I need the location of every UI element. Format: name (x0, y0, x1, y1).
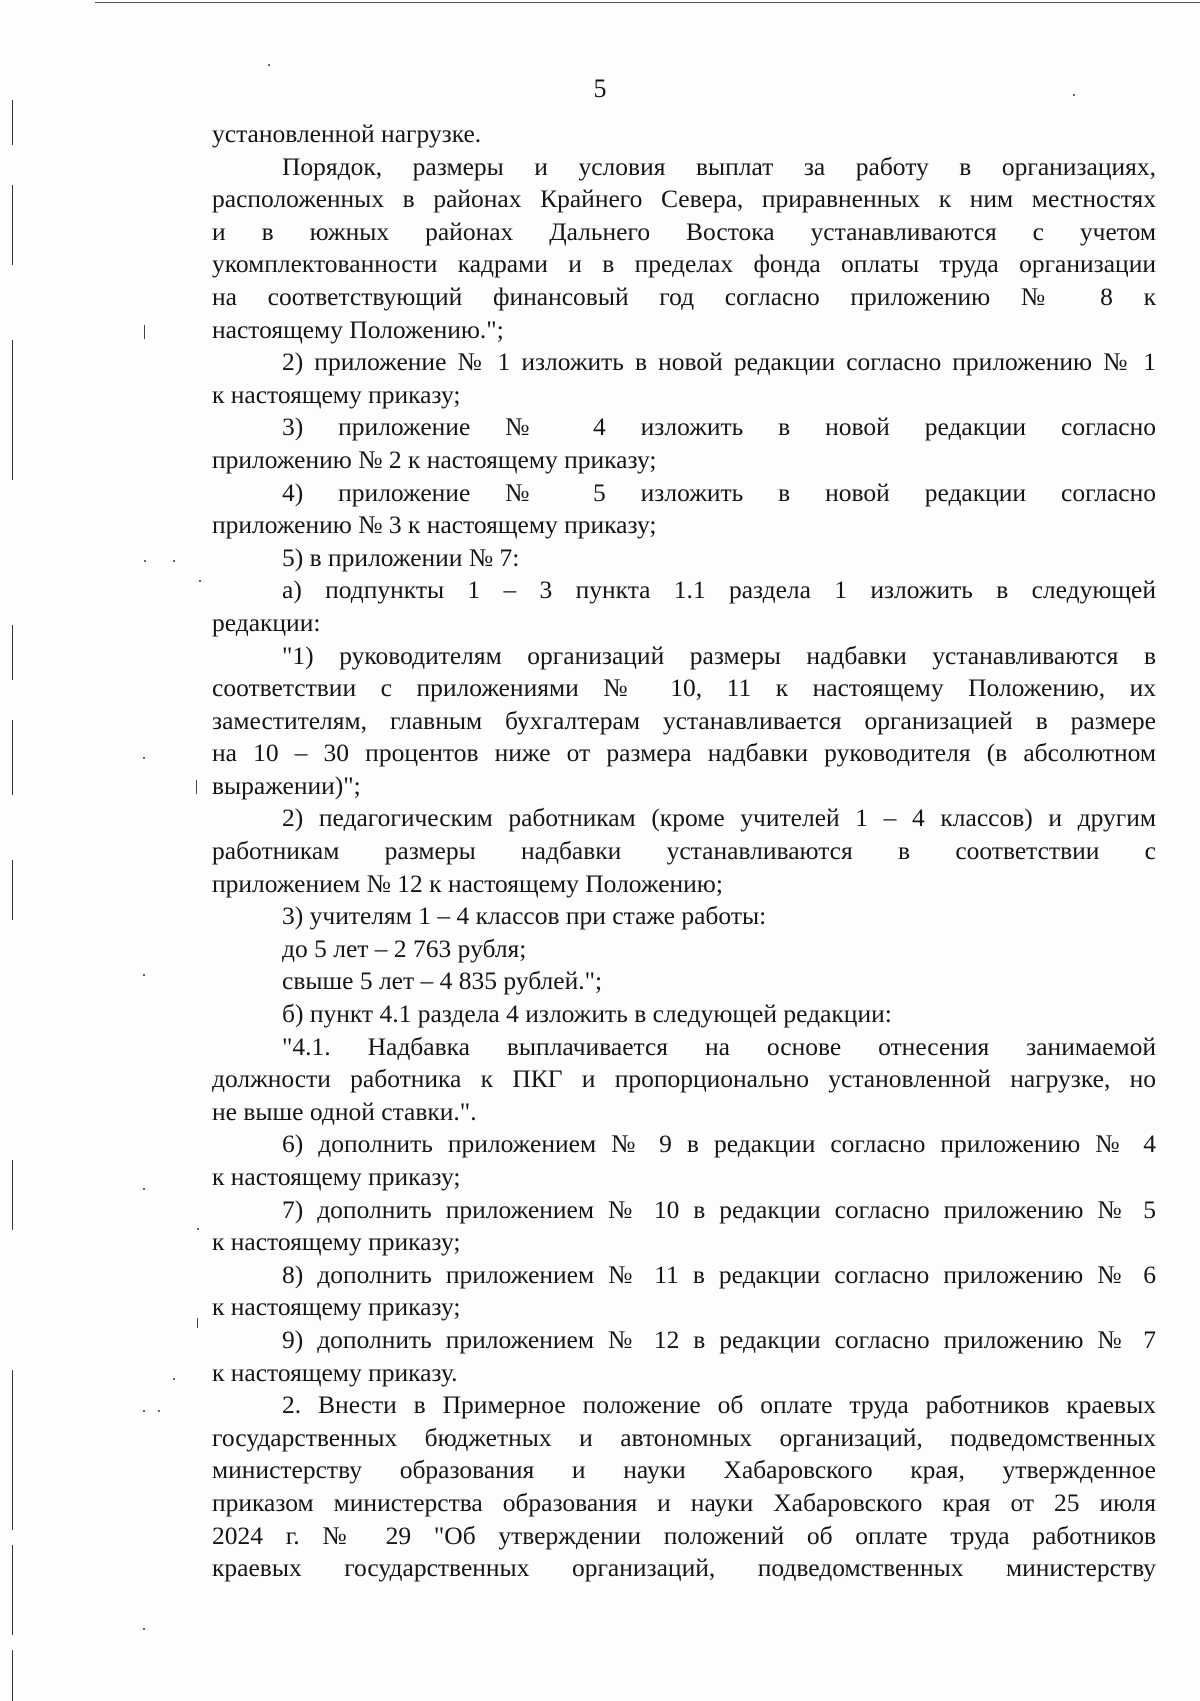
text-line: укомплектованности кадрами и в пределах фонда оплаты труда организации (212, 249, 1156, 279)
document-body (212, 118, 1156, 1585)
scan-speck (173, 1378, 175, 1380)
scan-left-edge (12, 1545, 13, 1635)
scan-mark (196, 780, 197, 794)
page-number: 5 (593, 74, 607, 103)
scan-left-edge (12, 185, 13, 265)
text-line: не выше одной ставки.". (212, 1096, 477, 1126)
scan-mark (144, 325, 145, 339)
text-line: соответствии с приложениями № 10, 11 к настоящему Положению, их (212, 673, 1156, 703)
scan-speck (173, 560, 175, 562)
text-line: 6) дополнить приложением № 9 в редакции согласно приложению № 4 (282, 1129, 1156, 1159)
text-line: к настоящему приказу; (212, 1227, 461, 1257)
scan-left-edge (12, 1160, 13, 1230)
text-line: 4) приложение № 5 изложить в новой редакции согласно (282, 477, 1156, 507)
scan-speck (143, 974, 145, 976)
scan-speck (144, 560, 146, 562)
scan-speck (143, 1410, 145, 1412)
text-line: приложению № 2 к настоящему приказу; (212, 444, 657, 474)
text-line: а) подпункты 1 – 3 пункта 1.1 раздела 1 изложить в следующей (282, 575, 1156, 605)
scan-speck (197, 1228, 199, 1230)
text-line: 2) педагогическим работникам (кроме учителей 1 – 4 классов) и другим (282, 803, 1156, 833)
text-line: 2) приложение № 1 изложить в новой редакции согласно приложению № 1 (282, 347, 1156, 377)
text-line: 8) дополнить приложением № 11 в редакции согласно приложению № 6 (282, 1259, 1156, 1289)
scan-speck (143, 1628, 145, 1630)
text-line: 5) в приложении № 7: (282, 542, 520, 572)
scan-left-edge (12, 1650, 13, 1701)
text-line: до 5 лет – 2 763 рубля; (282, 933, 527, 963)
scan-left-edge (12, 100, 13, 145)
text-line: 3) приложение № 4 изложить в новой редакции согласно (282, 412, 1156, 442)
scan-speck (158, 1410, 160, 1412)
text-line: заместителям, главным бухгалтерам устанавливается организацией в размере (212, 705, 1156, 735)
text-line: 7) дополнить приложением № 10 в редакции согласно приложению № 5 (282, 1194, 1156, 1224)
text-line: к настоящему приказу; (212, 379, 461, 409)
text-line: министерству образования и науки Хабаровского края, утвержденное (212, 1455, 1156, 1485)
text-line: настоящему Положению."; (212, 314, 504, 344)
text-line: редакции: (212, 607, 321, 637)
scan-speck (268, 64, 270, 66)
scan-speck (143, 757, 145, 759)
text-line: приложению № 3 к настоящему приказу; (212, 510, 657, 540)
text-line: на соответствующий финансовый год согласно приложению № 8 к (212, 281, 1156, 311)
scan-speck (143, 1188, 145, 1190)
text-line: 2. Внести в Примерное положение об оплате труда работников краевых (282, 1390, 1156, 1420)
scan-left-edge (12, 860, 13, 920)
text-line: "4.1. Надбавка выплачивается на основе отнесения занимаемой (282, 1031, 1156, 1061)
scan-top-edge (95, 2, 1200, 3)
text-line: к настоящему приказу; (212, 1162, 461, 1191)
scan-left-edge (12, 340, 13, 480)
scan-speck (199, 580, 201, 582)
text-line: расположенных в районах Крайнего Севера, приравненных к ним местностях (212, 184, 1156, 214)
text-line: работникам размеры надбавки устанавливаются в соответствии с (212, 836, 1156, 866)
text-line: выражении)"; (212, 770, 361, 800)
text-line: краевых государственных организаций, подведомственных министерству (212, 1553, 1156, 1583)
text-line: и в южных районах Дальнего Востока устанавливаются с учетом (212, 216, 1156, 246)
text-line: 2024 г. № 29 "Об утверждении положений об оплате труда работников (212, 1520, 1156, 1550)
text-line: к настоящему приказу; (212, 1292, 461, 1322)
text-line: государственных бюджетных и автономных организаций, подведомственных (212, 1422, 1156, 1452)
text-line: должности работника к ПКГ и пропорционально установленной нагрузке, но (212, 1064, 1156, 1094)
scan-left-edge (12, 720, 13, 795)
text-line: "1) руководителям организаций размеры надбавки устанавливаются в (282, 640, 1156, 670)
text-line: на 10 – 30 процентов ниже от размера надбавки руководителя (в абсолютном (212, 738, 1156, 768)
text-line: приказом министерства образования и науки Хабаровского края от 25 июля (212, 1487, 1156, 1517)
text-line: 9) дополнить приложением № 12 в редакции согласно приложению № 7 (282, 1324, 1156, 1354)
text-line: б) пункт 4.1 раздела 4 изложить в следующей редакции: (282, 999, 892, 1029)
text-line: приложением № 12 к настоящему Положению; (212, 868, 723, 898)
scan-left-edge (12, 1370, 13, 1530)
text-line: свыше 5 лет – 4 835 рублей."; (282, 966, 603, 996)
text-line: 3) учителям 1 – 4 классов при стаже работы: (282, 901, 767, 931)
text-line: к настоящему приказу. (212, 1357, 458, 1387)
text-line: Порядок, размеры и условия выплат за работу в организациях, (282, 151, 1156, 181)
text-line: установленной нагрузке. (212, 119, 482, 148)
scan-mark (197, 1318, 198, 1328)
scan-left-edge (12, 625, 13, 680)
